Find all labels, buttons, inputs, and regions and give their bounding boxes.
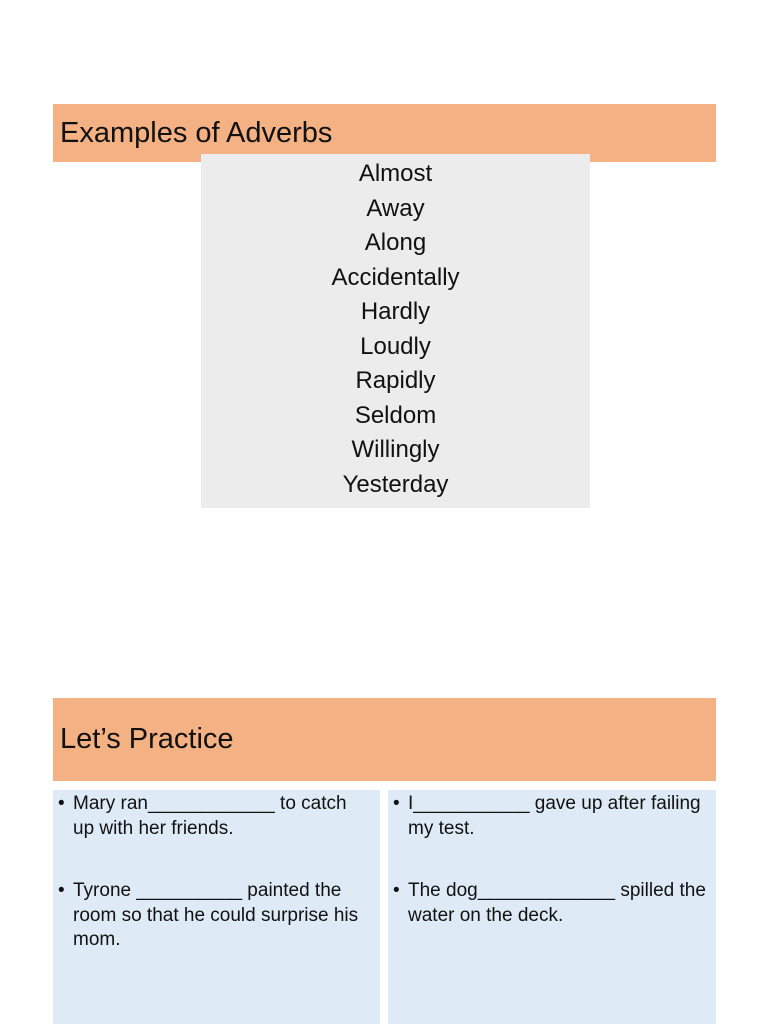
adverb-item: Almost [358,160,433,187]
practice-sentence: Tyrone __________ painted the room so that he could surprise his mom. [73,880,359,950]
adverb-list-box [201,154,590,508]
practice-sentence: The dog_____________ spilled the water on the deck. [408,880,706,926]
practice-item [58,879,370,953]
adverb-item: Away [366,194,425,222]
practice-list-right [393,792,706,928]
practice-panel-left [53,790,380,1024]
bullet-icon: • [393,880,400,901]
practice-title-bar [53,698,716,781]
bullet-icon: • [58,880,65,901]
adverb-item: Yesterday [342,470,449,498]
practice-item [393,879,706,928]
adverb-item: Willingly [351,436,440,463]
bullet-icon: • [393,793,400,814]
practice-title: Let’s Practice [60,723,234,755]
adverbs-title: Examples of Adverbs [60,116,333,149]
adverb-item: Seldom [354,401,437,429]
adverb-item: Rapidly [355,367,436,394]
adverb-item: Along [364,229,427,256]
bullet-icon: • [58,793,65,814]
practice-item [58,792,370,841]
practice-item [393,792,706,841]
practice-sentence: I___________ gave up after failing my test. [408,793,701,839]
adverb-item: Accidentally [331,263,460,291]
adverb-list [201,157,590,502]
practice-list-left [58,792,370,953]
adverb-item: Hardly [360,298,431,325]
practice-sentence: Mary ran____________ to catch up with her friends. [73,793,347,839]
adverb-item: Loudly [360,332,431,360]
practice-panel-right [388,790,716,1024]
